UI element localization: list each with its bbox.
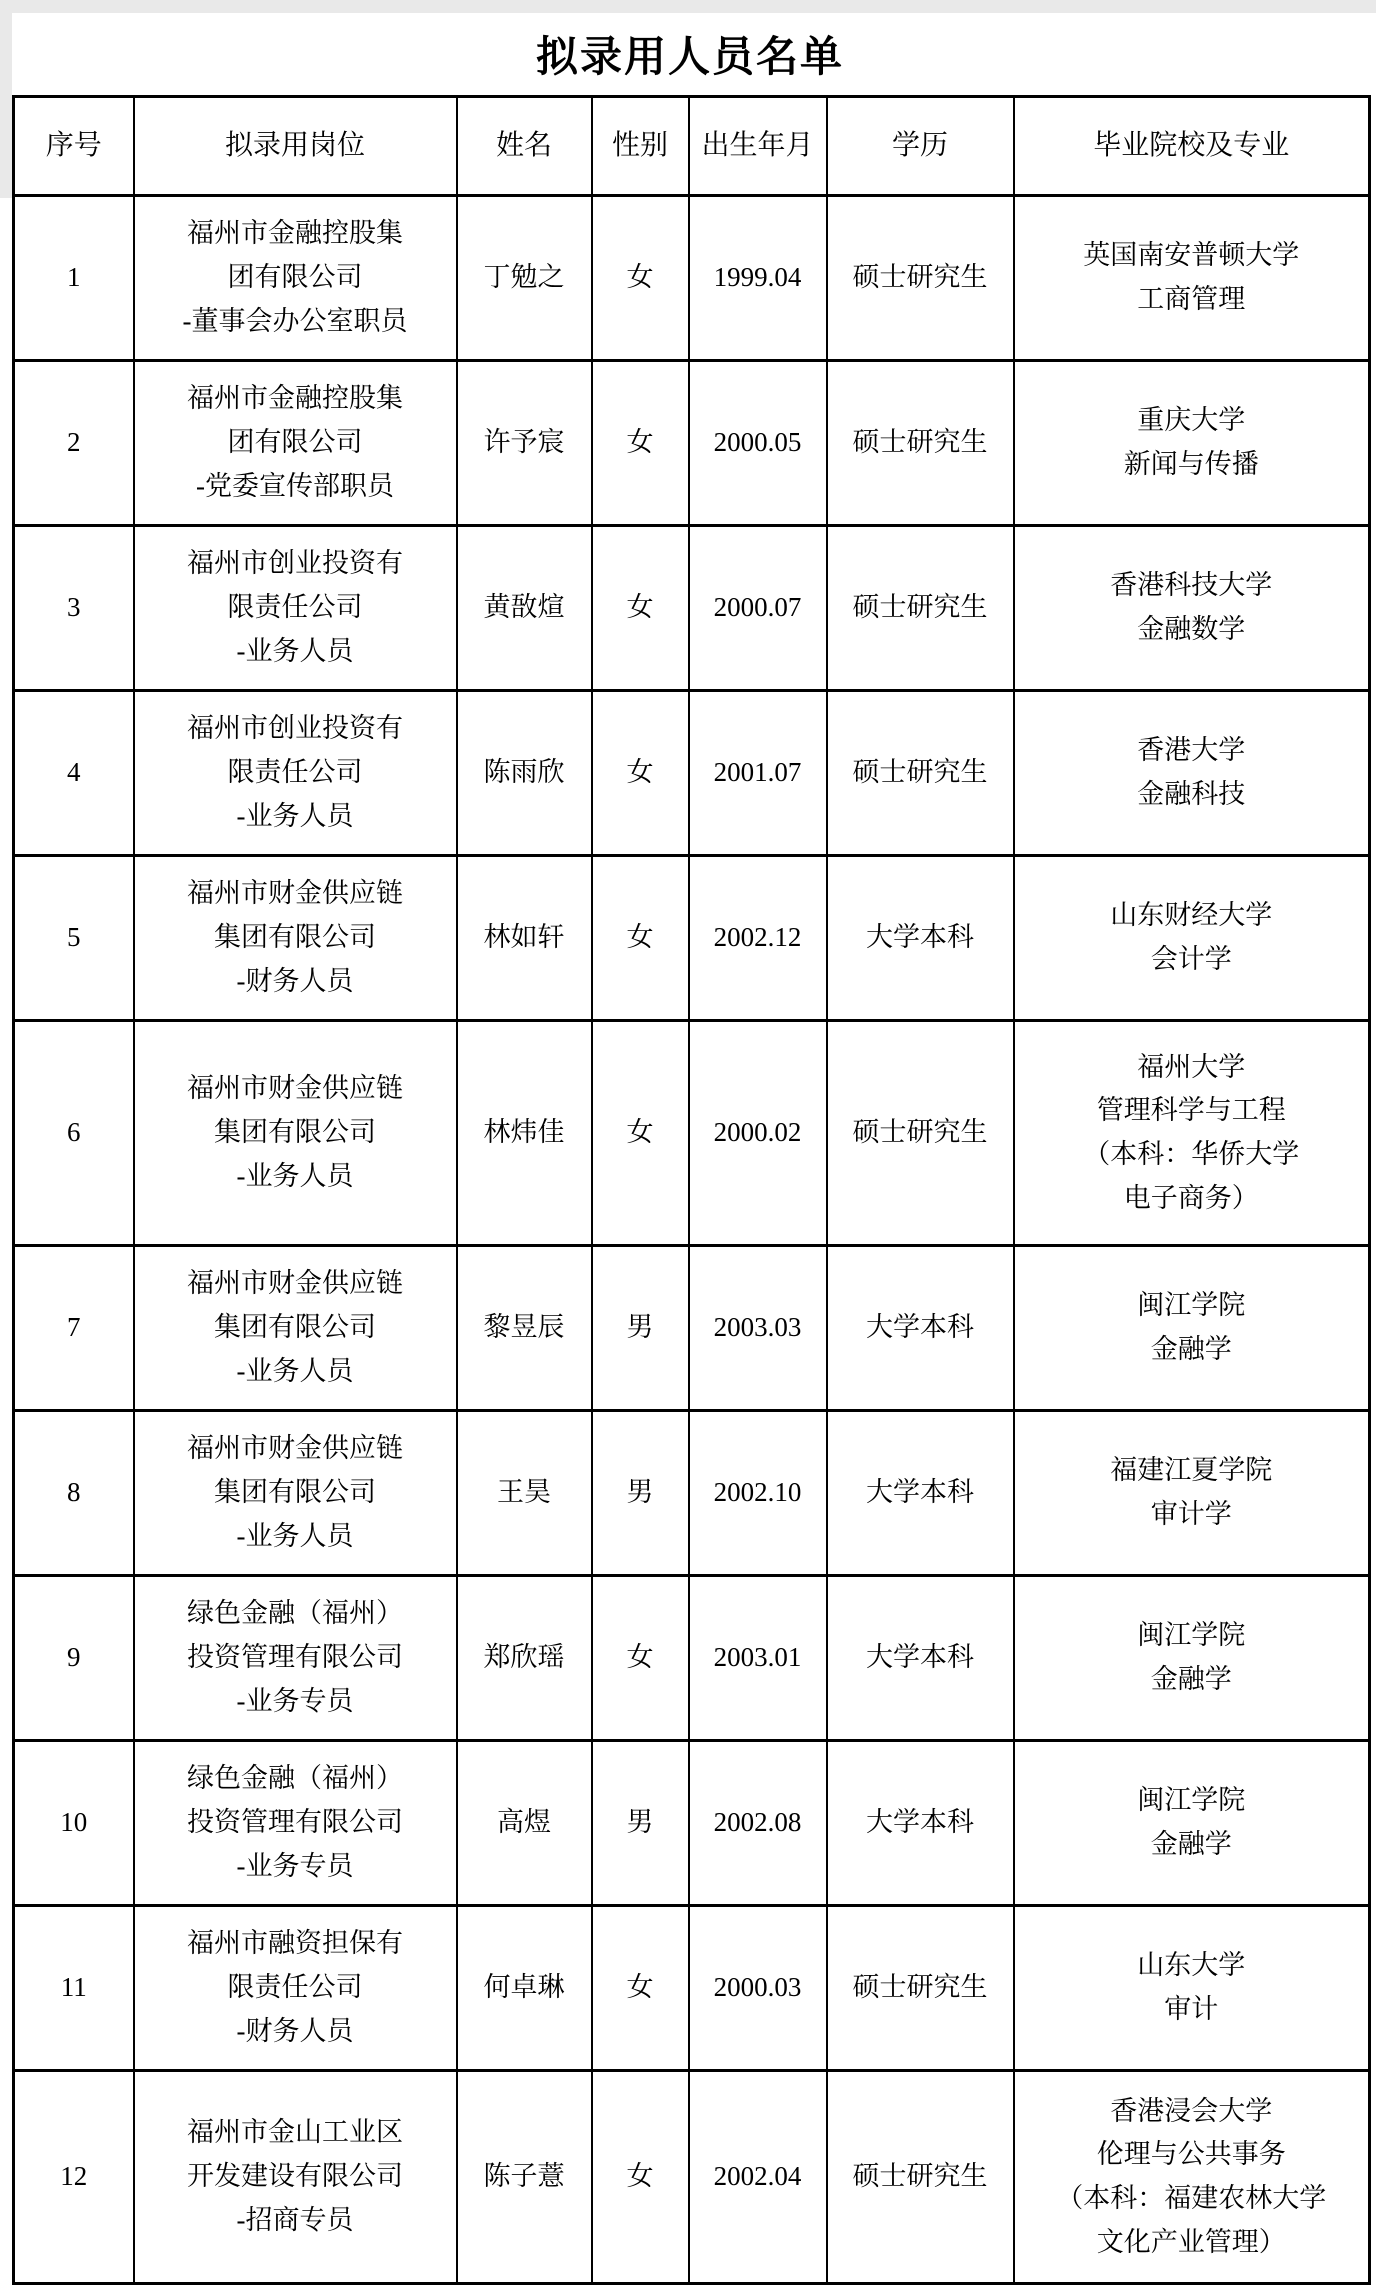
cell-birth-date: 2003.01 [689, 1576, 827, 1741]
cell-gender: 女 [592, 361, 689, 526]
cell-text-line: 投资管理有限公司 [187, 1807, 403, 1838]
cell-text-line: 山东财经大学 [1110, 900, 1273, 931]
cell-name: 黎昱辰 [457, 1246, 592, 1411]
cell-text-line: 金融科技 [1137, 779, 1246, 809]
cell-birth-date: 2000.07 [689, 526, 827, 691]
table-row [14, 1246, 1370, 1411]
cell-school-major [1014, 526, 1370, 691]
cell-text-line: 闽江学院 [1137, 1620, 1246, 1651]
cell-birth-date: 2003.03 [689, 1246, 827, 1411]
header-cell-no: 序号 [14, 97, 134, 196]
cell-text-line: 伦理与公共事务 [1096, 2139, 1286, 2170]
cell-text-line: 重庆大学 [1137, 405, 1246, 436]
cell-text-line: 福建江夏学院 [1110, 1455, 1273, 1486]
cell-text-line: -业务人员 [236, 635, 354, 666]
cell-text-line: 新闻与传播 [1123, 449, 1259, 479]
cell-text-line: 文化产业管理） [1096, 2226, 1286, 2257]
cell-text-line: 福州市融资担保有 [187, 1928, 403, 1959]
cell-name: 林如轩 [457, 856, 592, 1021]
cell-name: 林炜佳 [457, 1021, 592, 1246]
header-cell-position: 拟录用岗位 [134, 97, 457, 196]
cell-gender: 男 [592, 1741, 689, 1906]
cell-text-line: 限责任公司 [227, 757, 363, 788]
cell-serial-number: 12 [14, 2071, 134, 2284]
cell-birth-date: 2002.08 [689, 1741, 827, 1906]
cell-name: 许予宸 [457, 361, 592, 526]
cell-text-line: -董事会办公室职员 [182, 305, 408, 336]
cell-education: 硕士研究生 [827, 691, 1014, 856]
cell-school-major [1014, 1021, 1370, 1246]
cell-gender: 男 [592, 1246, 689, 1411]
cell-text-line: 福州大学 [1137, 1051, 1246, 1082]
cell-gender: 女 [592, 196, 689, 361]
cell-school-major [1014, 361, 1370, 526]
cell-text-line: -业务人员 [236, 800, 354, 831]
cell-text-line: 金融数学 [1137, 614, 1246, 644]
cell-gender: 女 [592, 526, 689, 691]
cell-name: 陈雨欣 [457, 691, 592, 856]
cell-serial-number: 7 [14, 1246, 134, 1411]
cell-text-line: 会计学 [1150, 944, 1232, 974]
cell-text-line: 福州市创业投资有 [187, 548, 403, 579]
cell-position [134, 361, 457, 526]
cell-serial-number: 9 [14, 1576, 134, 1741]
cell-text-line: -党委宣传部职员 [196, 470, 394, 501]
cell-education: 硕士研究生 [827, 361, 1014, 526]
cell-text-line: 金融学 [1150, 1664, 1232, 1694]
cell-text-line: -业务人员 [236, 1520, 354, 1551]
cell-text-line: 香港大学 [1137, 735, 1246, 766]
cell-text-line: 福州市金融控股集 [187, 218, 403, 249]
cell-text-line: 开发建设有限公司 [187, 2161, 403, 2192]
table-row [14, 691, 1370, 856]
cell-birth-date: 2002.12 [689, 856, 827, 1021]
cell-name: 黄敔煊 [457, 526, 592, 691]
cell-gender: 女 [592, 2071, 689, 2284]
header-cell-gender: 性别 [592, 97, 689, 196]
table-body [14, 196, 1370, 2284]
header-cell-education: 学历 [827, 97, 1014, 196]
cell-serial-number: 2 [14, 361, 134, 526]
cell-school-major [1014, 1246, 1370, 1411]
cell-serial-number: 6 [14, 1021, 134, 1246]
cell-school-major [1014, 1741, 1370, 1906]
cell-text-line: 福州市财金供应链 [187, 1433, 403, 1464]
cell-name: 高煜 [457, 1741, 592, 1906]
cell-text-line: 福州市金融控股集 [187, 383, 403, 414]
cell-education: 大学本科 [827, 856, 1014, 1021]
cell-serial-number: 8 [14, 1411, 134, 1576]
table-row [14, 2071, 1370, 2284]
cell-school-major [1014, 856, 1370, 1021]
cell-position [134, 1246, 457, 1411]
cell-gender: 女 [592, 1906, 689, 2071]
table-row [14, 1741, 1370, 1906]
cell-education: 硕士研究生 [827, 1021, 1014, 1246]
cell-birth-date: 2000.03 [689, 1906, 827, 2071]
cell-school-major [1014, 1906, 1370, 2071]
cell-position [134, 1021, 457, 1246]
cell-text-line: 集团有限公司 [214, 922, 376, 953]
cell-gender: 女 [592, 856, 689, 1021]
cell-school-major [1014, 1411, 1370, 1576]
cell-gender: 女 [592, 1576, 689, 1741]
table-row [14, 526, 1370, 691]
cell-gender: 男 [592, 1411, 689, 1576]
table-row [14, 1021, 1370, 1246]
cell-name: 王昊 [457, 1411, 592, 1576]
cell-text-line: 集团有限公司 [214, 1312, 376, 1343]
cell-serial-number: 5 [14, 856, 134, 1021]
cell-birth-date: 2000.02 [689, 1021, 827, 1246]
cell-text-line: 审计 [1164, 1994, 1219, 2024]
table-row [14, 361, 1370, 526]
cell-position [134, 856, 457, 1021]
cell-text-line: -业务专员 [236, 1685, 354, 1716]
cell-school-major [1014, 196, 1370, 361]
cell-text-line: 电子商务） [1123, 1182, 1259, 1213]
cell-text-line: 限责任公司 [227, 1972, 363, 2003]
cell-position [134, 526, 457, 691]
cell-text-line: 团有限公司 [227, 427, 363, 458]
cell-text-line: 福州市财金供应链 [187, 1073, 403, 1104]
cell-birth-date: 2002.10 [689, 1411, 827, 1576]
cell-text-line: -财务人员 [236, 2015, 354, 2046]
table-row [14, 1411, 1370, 1576]
cell-text-line: 山东大学 [1137, 1950, 1246, 1981]
cell-text-line: 审计学 [1150, 1499, 1232, 1529]
cell-text-line: 集团有限公司 [214, 1477, 376, 1508]
cell-birth-date: 2002.04 [689, 2071, 827, 2284]
cell-name: 陈子薏 [457, 2071, 592, 2284]
cell-serial-number: 1 [14, 196, 134, 361]
cell-birth-date: 1999.04 [689, 196, 827, 361]
cell-text-line: 绿色金融（福州） [187, 1598, 403, 1629]
cell-serial-number: 10 [14, 1741, 134, 1906]
cell-education: 大学本科 [827, 1741, 1014, 1906]
cell-text-line: -业务专员 [236, 1850, 354, 1881]
cell-text-line: （本科：华侨大学 [1083, 1139, 1300, 1169]
cell-education: 大学本科 [827, 1411, 1014, 1576]
cell-serial-number: 3 [14, 526, 134, 691]
header-cell-school: 毕业院校及专业 [1014, 97, 1370, 196]
table-row [14, 1906, 1370, 2071]
cell-text-line: 管理科学与工程 [1096, 1095, 1286, 1126]
cell-name: 何卓琳 [457, 1906, 592, 2071]
cell-text-line: 团有限公司 [227, 262, 363, 293]
cell-birth-date: 2001.07 [689, 691, 827, 856]
cell-text-line: （本科：福建农林大学 [1056, 2183, 1327, 2213]
cell-position [134, 1906, 457, 2071]
cell-education: 硕士研究生 [827, 2071, 1014, 2284]
table-row [14, 1576, 1370, 1741]
cell-text-line: 香港浸会大学 [1110, 2095, 1273, 2126]
cell-text-line: 福州市财金供应链 [187, 1268, 403, 1299]
cell-school-major [1014, 1576, 1370, 1741]
cell-serial-number: 4 [14, 691, 134, 856]
cell-text-line: -财务人员 [236, 965, 354, 996]
cell-education: 大学本科 [827, 1246, 1014, 1411]
cell-education: 硕士研究生 [827, 196, 1014, 361]
cell-serial-number: 11 [14, 1906, 134, 2071]
cell-text-line: 绿色金融（福州） [187, 1763, 403, 1794]
cell-position [134, 1741, 457, 1906]
cell-text-line: 金融学 [1150, 1829, 1232, 1859]
cell-education: 大学本科 [827, 1576, 1014, 1741]
header-cell-name: 姓名 [457, 97, 592, 196]
cell-text-line: -招商专员 [236, 2204, 354, 2235]
cell-text-line: -业务人员 [236, 1355, 354, 1386]
cell-education: 硕士研究生 [827, 526, 1014, 691]
cell-position [134, 196, 457, 361]
cell-gender: 女 [592, 1021, 689, 1246]
cell-text-line: 福州市创业投资有 [187, 713, 403, 744]
cell-education: 硕士研究生 [827, 1906, 1014, 2071]
table-row [14, 856, 1370, 1021]
cell-text-line: 集团有限公司 [214, 1117, 376, 1148]
page-margin-top [0, 0, 1376, 13]
header-cell-birth: 出生年月 [689, 97, 827, 196]
cell-text-line: 金融学 [1150, 1334, 1232, 1364]
cell-school-major [1014, 691, 1370, 856]
cell-text-line: 福州市财金供应链 [187, 878, 403, 909]
cell-birth-date: 2000.05 [689, 361, 827, 526]
cell-name: 丁勉之 [457, 196, 592, 361]
hire-list-table [12, 95, 1371, 2285]
cell-school-major [1014, 2071, 1370, 2284]
cell-name: 郑欣瑶 [457, 1576, 592, 1741]
cell-text-line: 闽江学院 [1137, 1290, 1246, 1321]
cell-text-line: 投资管理有限公司 [187, 1642, 403, 1673]
cell-text-line: 工商管理 [1137, 284, 1246, 314]
table-row [14, 196, 1370, 361]
cell-position [134, 2071, 457, 2284]
cell-text-line: -业务人员 [236, 1160, 354, 1191]
cell-text-line: 福州市金山工业区 [187, 2117, 403, 2148]
cell-position [134, 691, 457, 856]
cell-text-line: 香港科技大学 [1110, 570, 1273, 601]
cell-text-line: 英国南安普顿大学 [1083, 240, 1300, 271]
cell-gender: 女 [592, 691, 689, 856]
cell-position [134, 1576, 457, 1741]
header-row [14, 97, 1370, 196]
page-title: 拟录用人员名单 [12, 13, 1368, 95]
cell-text-line: 限责任公司 [227, 592, 363, 623]
cell-position [134, 1411, 457, 1576]
cell-text-line: 闽江学院 [1137, 1785, 1246, 1816]
